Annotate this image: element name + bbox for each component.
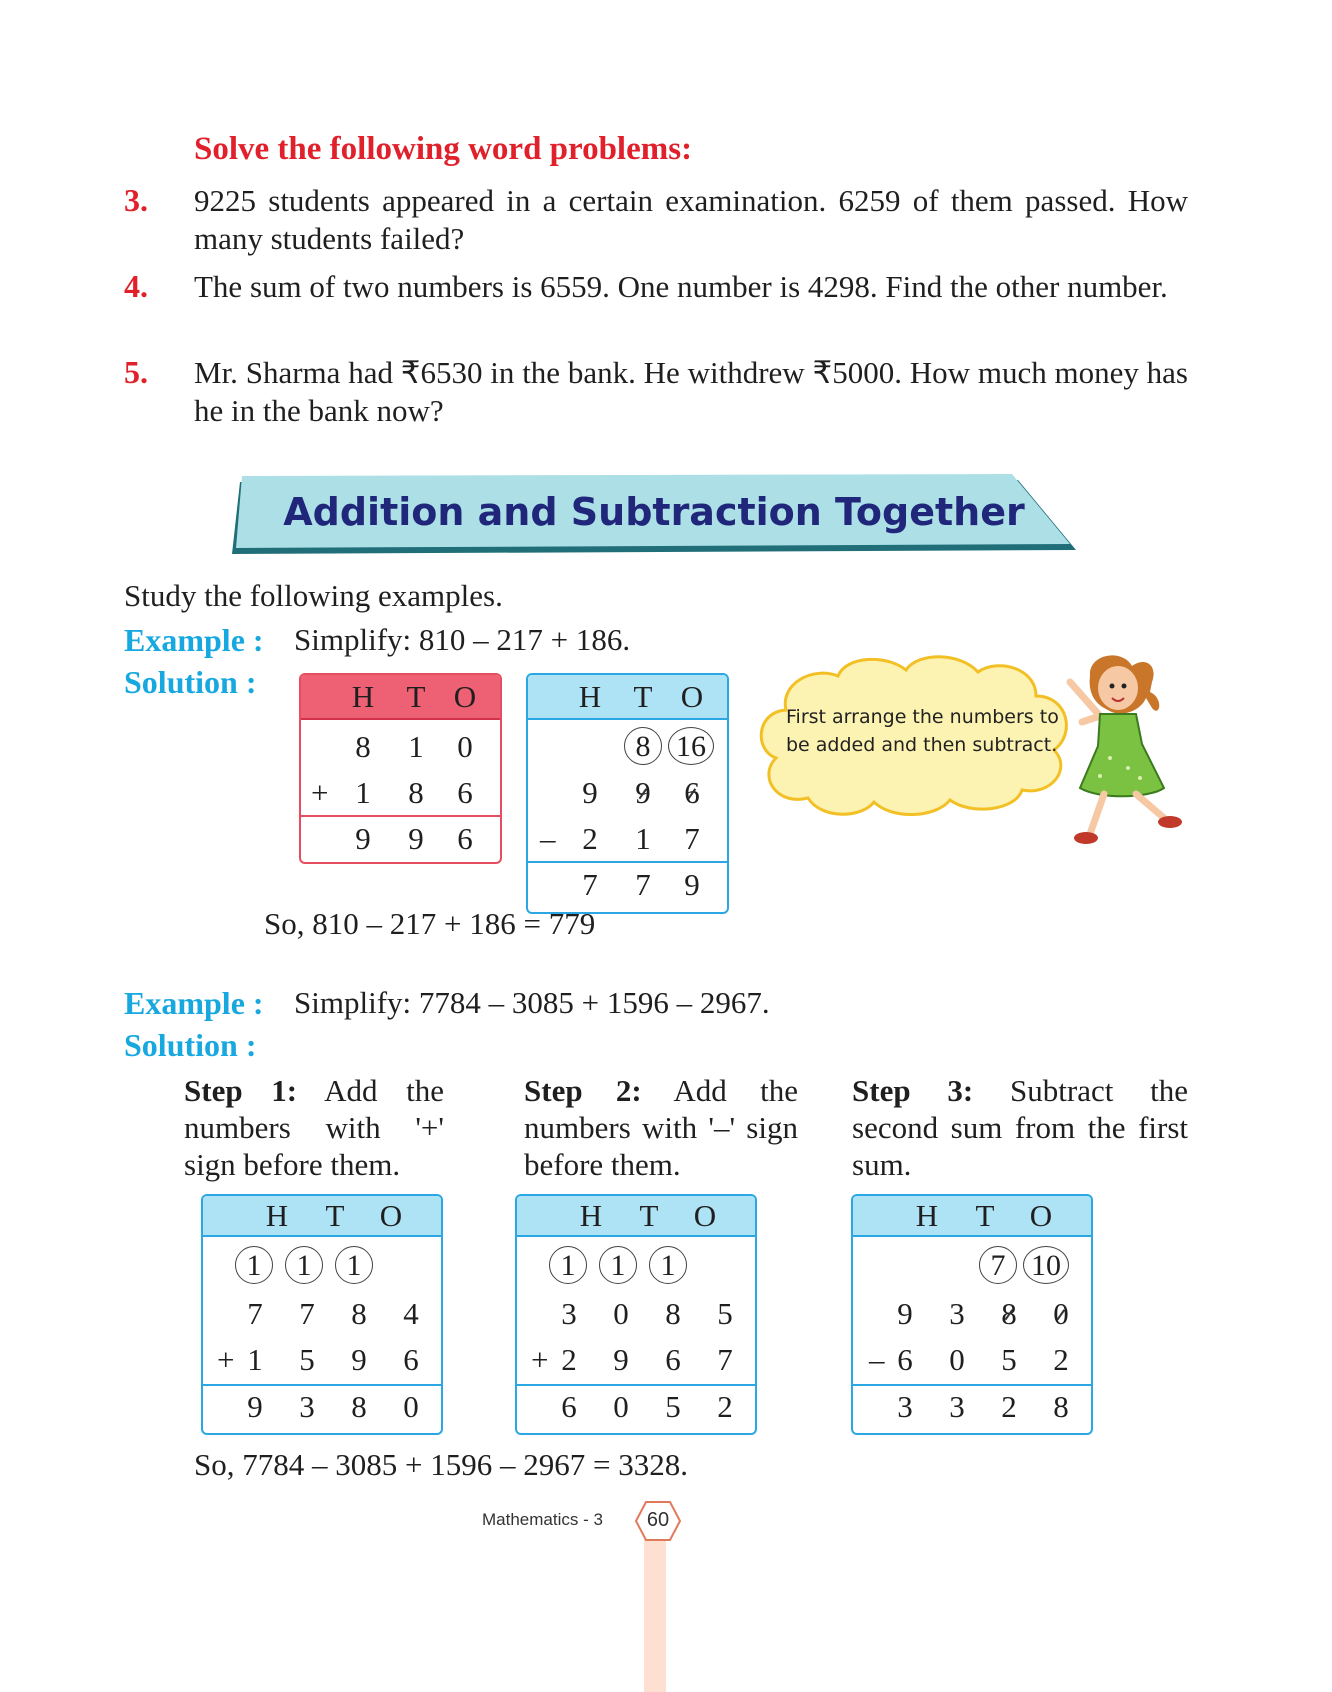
struck-digit: 8 — [1001, 1296, 1017, 1331]
digit: 3 — [949, 1389, 965, 1424]
step-3 — [852, 1072, 1188, 1183]
digit: 1 — [635, 821, 651, 856]
digit: 4 — [403, 1296, 419, 1331]
digit: 2 — [1053, 1342, 1069, 1377]
digit: 5 — [1001, 1342, 1017, 1377]
digit: 6 — [561, 1389, 577, 1424]
footer-book-title: Mathematics - 3 — [482, 1510, 603, 1529]
step3-table — [851, 1194, 1093, 1435]
digit: 7 — [582, 867, 598, 902]
plus-sign: + — [217, 1342, 235, 1377]
digit: 7 — [635, 867, 651, 902]
header-o: O — [379, 1198, 403, 1233]
minus-sign: – — [540, 821, 556, 856]
digit: 6 — [897, 1342, 913, 1377]
digit: 9 — [897, 1296, 913, 1331]
digit: 3 — [299, 1389, 315, 1424]
subtraction-table — [526, 673, 729, 914]
exercise-heading: Solve the following word problems: — [194, 131, 693, 167]
digit: 1 — [247, 1342, 263, 1377]
section-title: Addition and Subtraction Together — [283, 490, 1025, 534]
carry-digit: 1 — [335, 1246, 373, 1284]
header-h: H — [578, 679, 602, 714]
digit: 8 — [351, 1389, 367, 1424]
carry-digit: 8 — [624, 727, 662, 765]
page-ribbon — [644, 1528, 666, 1692]
digit: 5 — [665, 1389, 681, 1424]
header-o: O — [693, 1198, 717, 1233]
header-t: T — [975, 1198, 995, 1233]
digit: 2 — [1001, 1389, 1017, 1424]
digit: 7 — [299, 1296, 315, 1331]
solution-label: Solution : — [124, 664, 257, 700]
digit: 1 — [408, 729, 424, 764]
header-o: O — [1029, 1198, 1053, 1233]
step2-table — [515, 1194, 757, 1435]
header-h: H — [351, 679, 375, 714]
header-h: H — [915, 1198, 939, 1233]
digit: 7 — [717, 1342, 733, 1377]
page-number: 60 — [646, 1509, 670, 1531]
carry-digit: 1 — [549, 1246, 587, 1284]
step1-table — [201, 1194, 443, 1435]
digit: 6 — [665, 1342, 681, 1377]
digit: 0 — [949, 1342, 965, 1377]
question-number: 3. — [124, 182, 148, 218]
header-o: O — [680, 679, 704, 714]
struck-digit: 0 — [1053, 1296, 1069, 1331]
header-t: T — [406, 679, 426, 714]
digit: 2 — [582, 821, 598, 856]
header-o: O — [453, 679, 477, 714]
digit: 3 — [897, 1389, 913, 1424]
digit: 9 — [355, 821, 371, 856]
solution-label: Solution : — [124, 1027, 257, 1063]
header-t: T — [639, 1198, 659, 1233]
digit: 7 — [684, 821, 700, 856]
digit: 0 — [457, 729, 473, 764]
struck-digit: 6 — [684, 775, 700, 810]
carry-digit: 16 — [668, 727, 714, 765]
step-title: Step 1: — [184, 1073, 298, 1108]
digit: 9 — [582, 775, 598, 810]
digit: 8 — [355, 729, 371, 764]
step-text: Add the numbers with '–' sign before them. — [524, 1073, 798, 1182]
step-title: Step 2: — [524, 1073, 642, 1108]
digit: 1 — [355, 775, 371, 810]
plus-sign: + — [311, 775, 329, 810]
digit: 8 — [351, 1296, 367, 1331]
digit: 7 — [247, 1296, 263, 1331]
digit: 2 — [717, 1389, 733, 1424]
addition-table — [299, 673, 502, 864]
step-title: Step 3: — [852, 1073, 974, 1108]
question-text: 9225 students appeared in a certain examination. 6259 of them passed. How many students failed? — [194, 183, 1188, 256]
carry-digit: 1 — [599, 1246, 637, 1284]
digit: 3 — [949, 1296, 965, 1331]
digit: 0 — [403, 1389, 419, 1424]
header-t: T — [633, 679, 653, 714]
digit: 5 — [299, 1342, 315, 1377]
digit: 9 — [684, 867, 700, 902]
carry-digit: 10 — [1023, 1246, 1069, 1284]
digit: 8 — [408, 775, 424, 810]
digit: 0 — [613, 1389, 629, 1424]
example1-conclusion: So, 810 – 217 + 186 = 779 — [264, 906, 596, 941]
carry-digit: 1 — [285, 1246, 323, 1284]
minus-sign: – — [869, 1342, 885, 1377]
digit: 9 — [247, 1389, 263, 1424]
digit: 6 — [457, 821, 473, 856]
plus-sign: + — [531, 1342, 549, 1377]
example-label: Example : — [124, 622, 264, 658]
question-number: 4. — [124, 268, 148, 304]
digit: 9 — [408, 821, 424, 856]
digit: 8 — [665, 1296, 681, 1331]
example2-conclusion: So, 7784 – 3085 + 1596 – 2967 = 3328. — [194, 1447, 688, 1482]
carry-digit: 1 — [235, 1246, 273, 1284]
digit: 6 — [457, 775, 473, 810]
digit: 5 — [717, 1296, 733, 1331]
question-text: The sum of two numbers is 6559. One number is 4298. Find the other number. — [194, 269, 1168, 304]
digit: 3 — [561, 1296, 577, 1331]
step-text: Subtract the second sum from the first sum. — [852, 1073, 1189, 1182]
example-problem: Simplify: 7784 – 3085 + 1596 – 2967. — [294, 985, 770, 1020]
carry-digit: 7 — [979, 1246, 1017, 1284]
example-problem: Simplify: 810 – 217 + 186. — [294, 622, 631, 657]
question-text: Mr. Sharma had ₹6530 in the bank. He withdrew ₹5000. How much money has he in the bank now? — [194, 355, 1188, 428]
intro-text: Study the following examples. — [124, 578, 503, 613]
struck-digit: 9 — [635, 775, 651, 810]
digit: 8 — [1053, 1389, 1069, 1424]
digit: 2 — [561, 1342, 577, 1377]
header-t: T — [325, 1198, 345, 1233]
step-2 — [524, 1072, 798, 1183]
example-label: Example : — [124, 985, 264, 1021]
question-number: 5. — [124, 354, 148, 390]
step-text: Add the numbers with '+' sign before them. — [184, 1073, 445, 1182]
digit: 6 — [403, 1342, 419, 1377]
digit: 9 — [613, 1342, 629, 1377]
digit: 9 — [351, 1342, 367, 1377]
digit: 0 — [613, 1296, 629, 1331]
girl-illustration — [1060, 648, 1186, 848]
header-h: H — [579, 1198, 603, 1233]
carry-digit: 1 — [649, 1246, 687, 1284]
header-h: H — [265, 1198, 289, 1233]
speech-text: First arrange the numbers to be added and then subtract. — [786, 706, 1059, 756]
step-1 — [184, 1072, 444, 1183]
